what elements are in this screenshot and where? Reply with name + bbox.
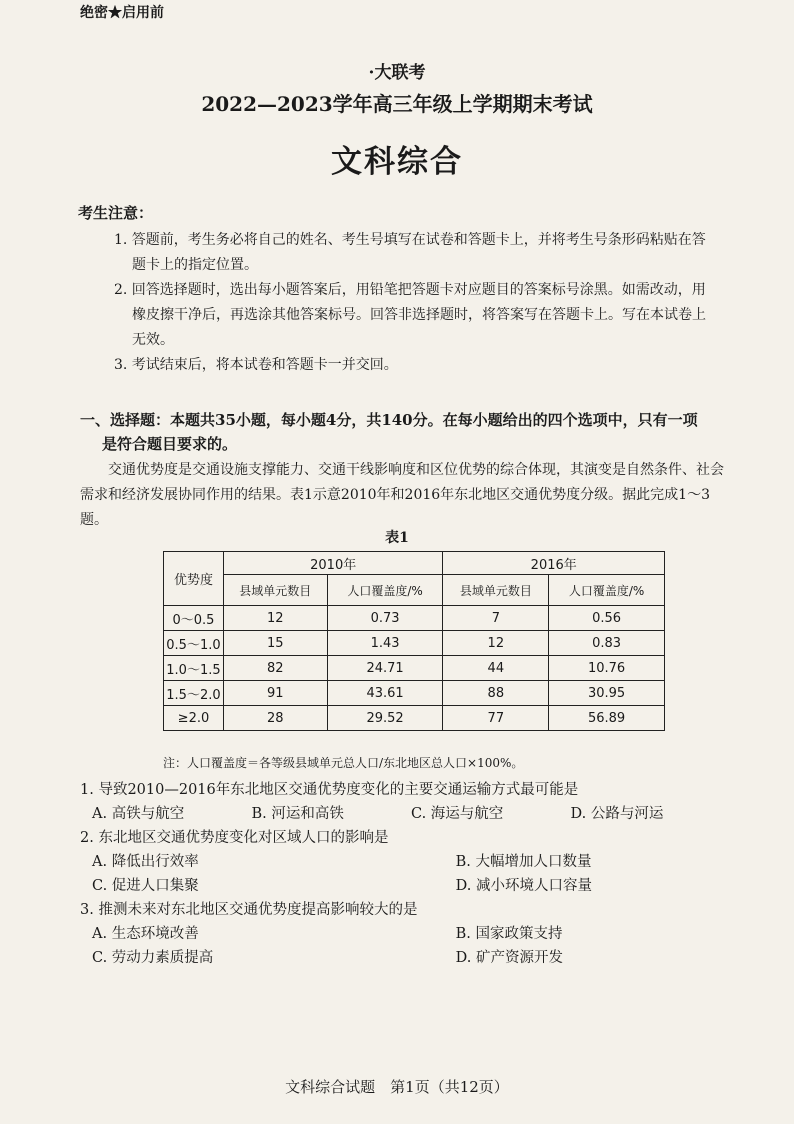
coverage-2016-cell: 0.56 bbox=[549, 606, 665, 631]
level-cell: 1.5～2.0 bbox=[164, 681, 224, 706]
question-1 bbox=[80, 778, 730, 826]
units-2016-cell: 88 bbox=[443, 681, 549, 706]
table-row bbox=[164, 706, 665, 731]
question-stem: 1. 导致2010—2016年东北地区交通优势度变化的主要交通运输方式最可能是 bbox=[80, 782, 579, 798]
section-heading-line2: 是符合题目要求的。 bbox=[102, 435, 238, 453]
units-2016-cell: 12 bbox=[443, 631, 549, 656]
units-2010-cell: 12 bbox=[223, 606, 327, 631]
option-b: B. 河运和高铁 bbox=[251, 806, 344, 822]
page-footer: 文科综合试题 第1页（共12页） bbox=[285, 1078, 509, 1096]
coverage-2010-cell: 1.43 bbox=[327, 631, 443, 656]
option-d: D. 公路与河运 bbox=[570, 806, 664, 822]
questions bbox=[80, 778, 730, 970]
secret-mark: 绝密★启用前 bbox=[80, 5, 164, 21]
units-2016-cell: 44 bbox=[443, 656, 549, 681]
table-header-row bbox=[164, 552, 665, 575]
option-b: B. 国家政策支持 bbox=[455, 926, 563, 942]
option-c: C. 促进人口集聚 bbox=[92, 878, 199, 894]
question-2 bbox=[80, 826, 730, 898]
traffic-advantage-table bbox=[163, 551, 665, 731]
coverage-2016-cell: 0.83 bbox=[549, 631, 665, 656]
units-2016-cell: 7 bbox=[443, 606, 549, 631]
notes-item: 1. 答题前，考生务必将自己的姓名、考生号填写在试卷和答题卡上，并将考生号条形码粘贴在答题卡上的指定位置。 bbox=[114, 232, 706, 273]
units-2010-cell: 15 bbox=[223, 631, 327, 656]
table-row bbox=[164, 656, 665, 681]
notes-list bbox=[114, 228, 718, 378]
level-cell: ≥2.0 bbox=[164, 706, 224, 731]
question-options bbox=[80, 850, 730, 898]
units-2010-cell: 82 bbox=[223, 656, 327, 681]
section-heading bbox=[80, 408, 728, 456]
level-cell: 0.5～1.0 bbox=[164, 631, 224, 656]
table-subheader-units-2016: 县域单元数目 bbox=[443, 575, 549, 606]
notes-item: 2. 回答选择题时，选出每小题答案后，用铅笔把答题卡对应题目的答案标号涂黑。如需改动，用橡皮擦干净后，再选涂其他答案标号。回答非选择题时，将答案写在答题卡上。写在本试卷上无效。 bbox=[114, 282, 706, 348]
units-2010-cell: 91 bbox=[223, 681, 327, 706]
coverage-2010-cell: 43.61 bbox=[327, 681, 443, 706]
table-row bbox=[164, 681, 665, 706]
option-a: A. 生态环境改善 bbox=[92, 926, 199, 942]
table-subheader-units-2010: 县域单元数目 bbox=[223, 575, 327, 606]
option-d: D. 减小环境人口容量 bbox=[455, 878, 592, 894]
table-row bbox=[164, 631, 665, 656]
table-header-2016: 2016年 bbox=[443, 552, 665, 575]
table-body bbox=[164, 606, 665, 731]
option-a: A. 降低出行效率 bbox=[92, 854, 199, 870]
coverage-2016-cell: 10.76 bbox=[549, 656, 665, 681]
units-2016-cell: 77 bbox=[443, 706, 549, 731]
option-c: C. 劳动力素质提高 bbox=[92, 950, 214, 966]
question-stem: 3. 推测未来对东北地区交通优势度提高影响较大的是 bbox=[80, 902, 418, 918]
level-cell: 1.0～1.5 bbox=[164, 656, 224, 681]
notes-item: 3. 考试结束后，将本试卷和答题卡一并交回。 bbox=[114, 357, 398, 373]
notes-heading: 考生注意： bbox=[78, 204, 154, 222]
question-options bbox=[80, 922, 730, 970]
question-stem: 2. 东北地区交通优势度变化对区域人口的影响是 bbox=[80, 830, 389, 846]
coverage-2010-cell: 24.71 bbox=[327, 656, 443, 681]
question-3 bbox=[80, 898, 730, 970]
exam-title: 2022—2023学年高三年级上学期期末考试 bbox=[201, 92, 593, 116]
units-2010-cell: 28 bbox=[223, 706, 327, 731]
table-header-level: 优势度 bbox=[164, 552, 224, 606]
level-cell: 0～0.5 bbox=[164, 606, 224, 631]
table-row bbox=[164, 606, 665, 631]
coverage-2016-cell: 30.95 bbox=[549, 681, 665, 706]
option-d: D. 矿产资源开发 bbox=[455, 950, 563, 966]
coverage-2016-cell: 56.89 bbox=[549, 706, 665, 731]
option-a: A. 高铁与航空 bbox=[92, 806, 185, 822]
table-subheader-row bbox=[164, 575, 665, 606]
table-subheader-coverage-2010: 人口覆盖度/% bbox=[327, 575, 443, 606]
coverage-2010-cell: 0.73 bbox=[327, 606, 443, 631]
section-heading-line1: 一、选择题：本题共35小题，每小题4分，共140分。在每小题给出的四个选项中，只有一项 bbox=[80, 411, 698, 429]
question-options bbox=[80, 802, 730, 826]
table-note: 注：人口覆盖度＝各等级县域单元总人口/东北地区总人口×100%。 bbox=[163, 756, 524, 770]
question-intro: 交通优势度是交通设施支撑能力、交通干线影响度和区位优势的综合体现，其演变是自然条件、社会需求和经济发展协同作用的结果。表1示意2010年和2016年东北地区交通优势度分级。据此完成1～3题。 bbox=[80, 462, 724, 528]
table-subheader-coverage-2016: 人口覆盖度/% bbox=[549, 575, 665, 606]
option-b: B. 大幅增加人口数量 bbox=[455, 854, 592, 870]
option-c: C. 海运与航空 bbox=[411, 806, 504, 822]
exam-org: ·大联考 bbox=[368, 63, 426, 83]
coverage-2010-cell: 29.52 bbox=[327, 706, 443, 731]
subject-title: 文科综合 bbox=[331, 144, 463, 180]
table-caption: 表1 bbox=[385, 530, 409, 546]
table-header-2010: 2010年 bbox=[223, 552, 443, 575]
